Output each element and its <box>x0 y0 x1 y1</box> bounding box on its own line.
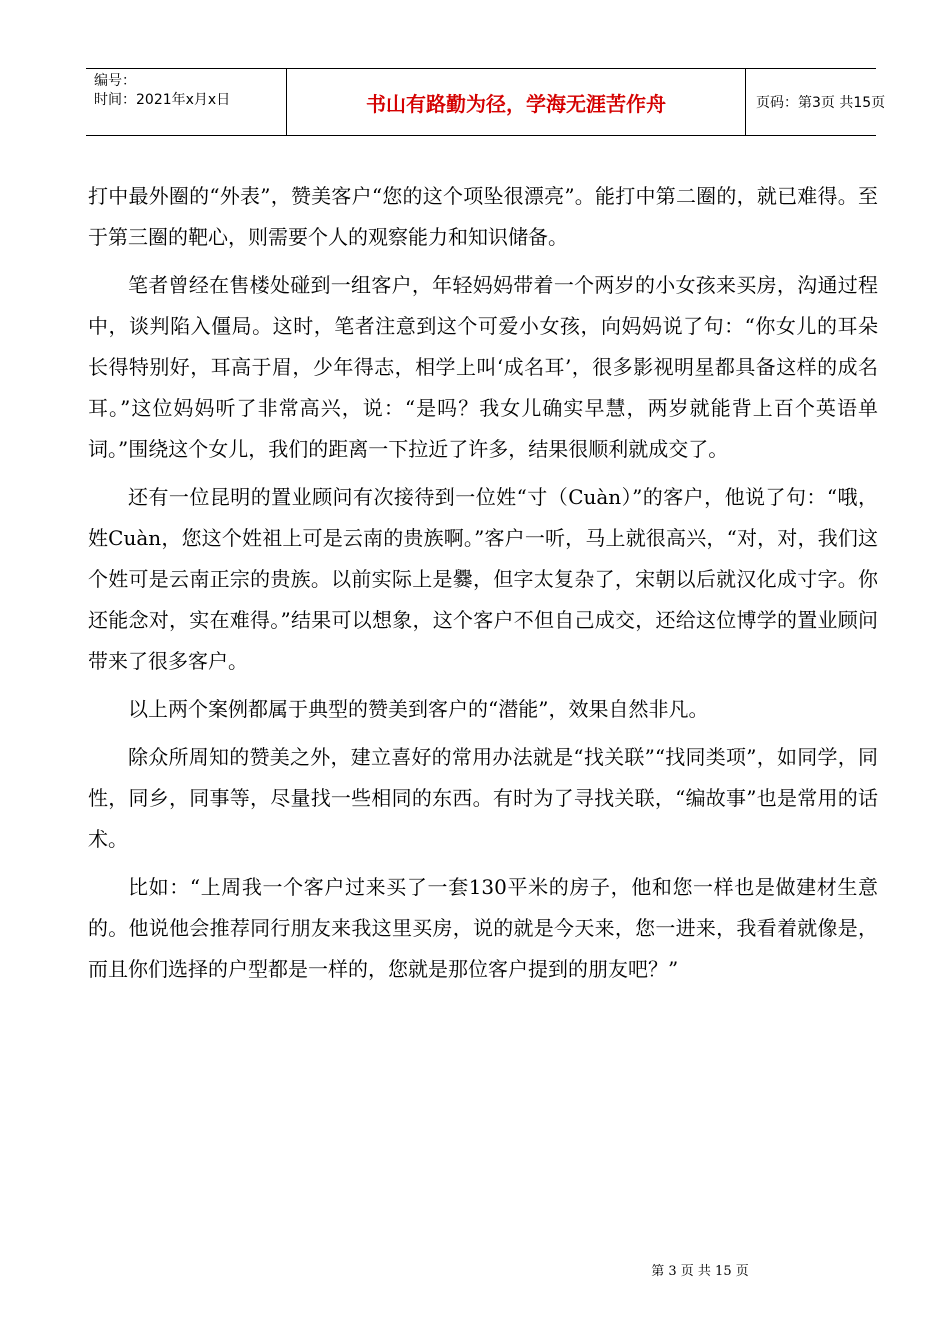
paragraph: 以上两个案例都属于典型的赞美到客户的“潜能”，效果自然非凡。 <box>128 697 709 721</box>
page-header <box>86 68 886 136</box>
page-footer: 第 3 页 共 15 页 <box>651 1264 749 1279</box>
paragraph: 还有一位昆明的置业顾问有次接待到一位姓“寸（Cuàn）”的客户，他说了句：“哦，姓Cuàn，您这个姓祖上可是云南的贵族啊。”客户一听，马上就很高兴，“对，对，我们这个姓可是云南正宗的贵族。以前实际上是爨，但字太复杂了，宋朝以后就汉化成寸字。你还能念对，实在难得。”结果可以想象，这个客户不但自己成交，还给这位博学的置业顾问带来了很多客户。 <box>88 485 878 673</box>
paragraph: 除众所周知的赞美之外，建立喜好的常用办法就是“找关联”“找同类项”，如同学，同性，同乡，同事等，尽量找一些相同的东西。有时为了寻找关联，“编故事”也是常用的话术。 <box>88 745 878 851</box>
header-page-number: 页码：第3页 共15页 <box>756 95 886 111</box>
paragraph: 笔者曾经在售楼处碰到一组客户，年轻妈妈带着一个两岁的小女孩来买房，沟通过程中，谈判陷入僵局。这时，笔者注意到这个可爱小女孩，向妈妈说了句：“你女儿的耳朵长得特别好，耳高于眉，少年得志，相学上叫‘成名耳’，很多影视明星都具备这样的成名耳。”这位妈妈听了非常高兴，说：“是吗？我女儿确实早慧，两岁就能背上百个英语单词。”围绕这个女儿，我们的距离一下拉近了许多，结果很顺利就成交了。 <box>88 273 878 461</box>
document-time-label: 时间：2021年x月x日 <box>94 92 231 108</box>
document-number-label: 编号： <box>94 73 136 89</box>
paragraph: 打中最外圈的“外表”，赞美客户“您的这个项坠很漂亮”。能打中第二圈的，就已难得。至于第三圈的靶心，则需要个人的观察能力和知识储备。 <box>88 184 878 249</box>
header-meta <box>86 69 286 135</box>
paragraph: 比如：“上周我一个客户过来买了一套130平米的房子，他和您一样也是做建材生意的。他说他会推荐同行朋友来我这里买房，说的就是今天来，您一进来，我看着就像是，而且你们选择的户型都是一样的，您就是那位客户提到的朋友吧？” <box>88 875 878 981</box>
header-motto: 书山有路勤为径，学海无涯苦作舟 <box>286 69 746 135</box>
document-body <box>88 176 878 997</box>
